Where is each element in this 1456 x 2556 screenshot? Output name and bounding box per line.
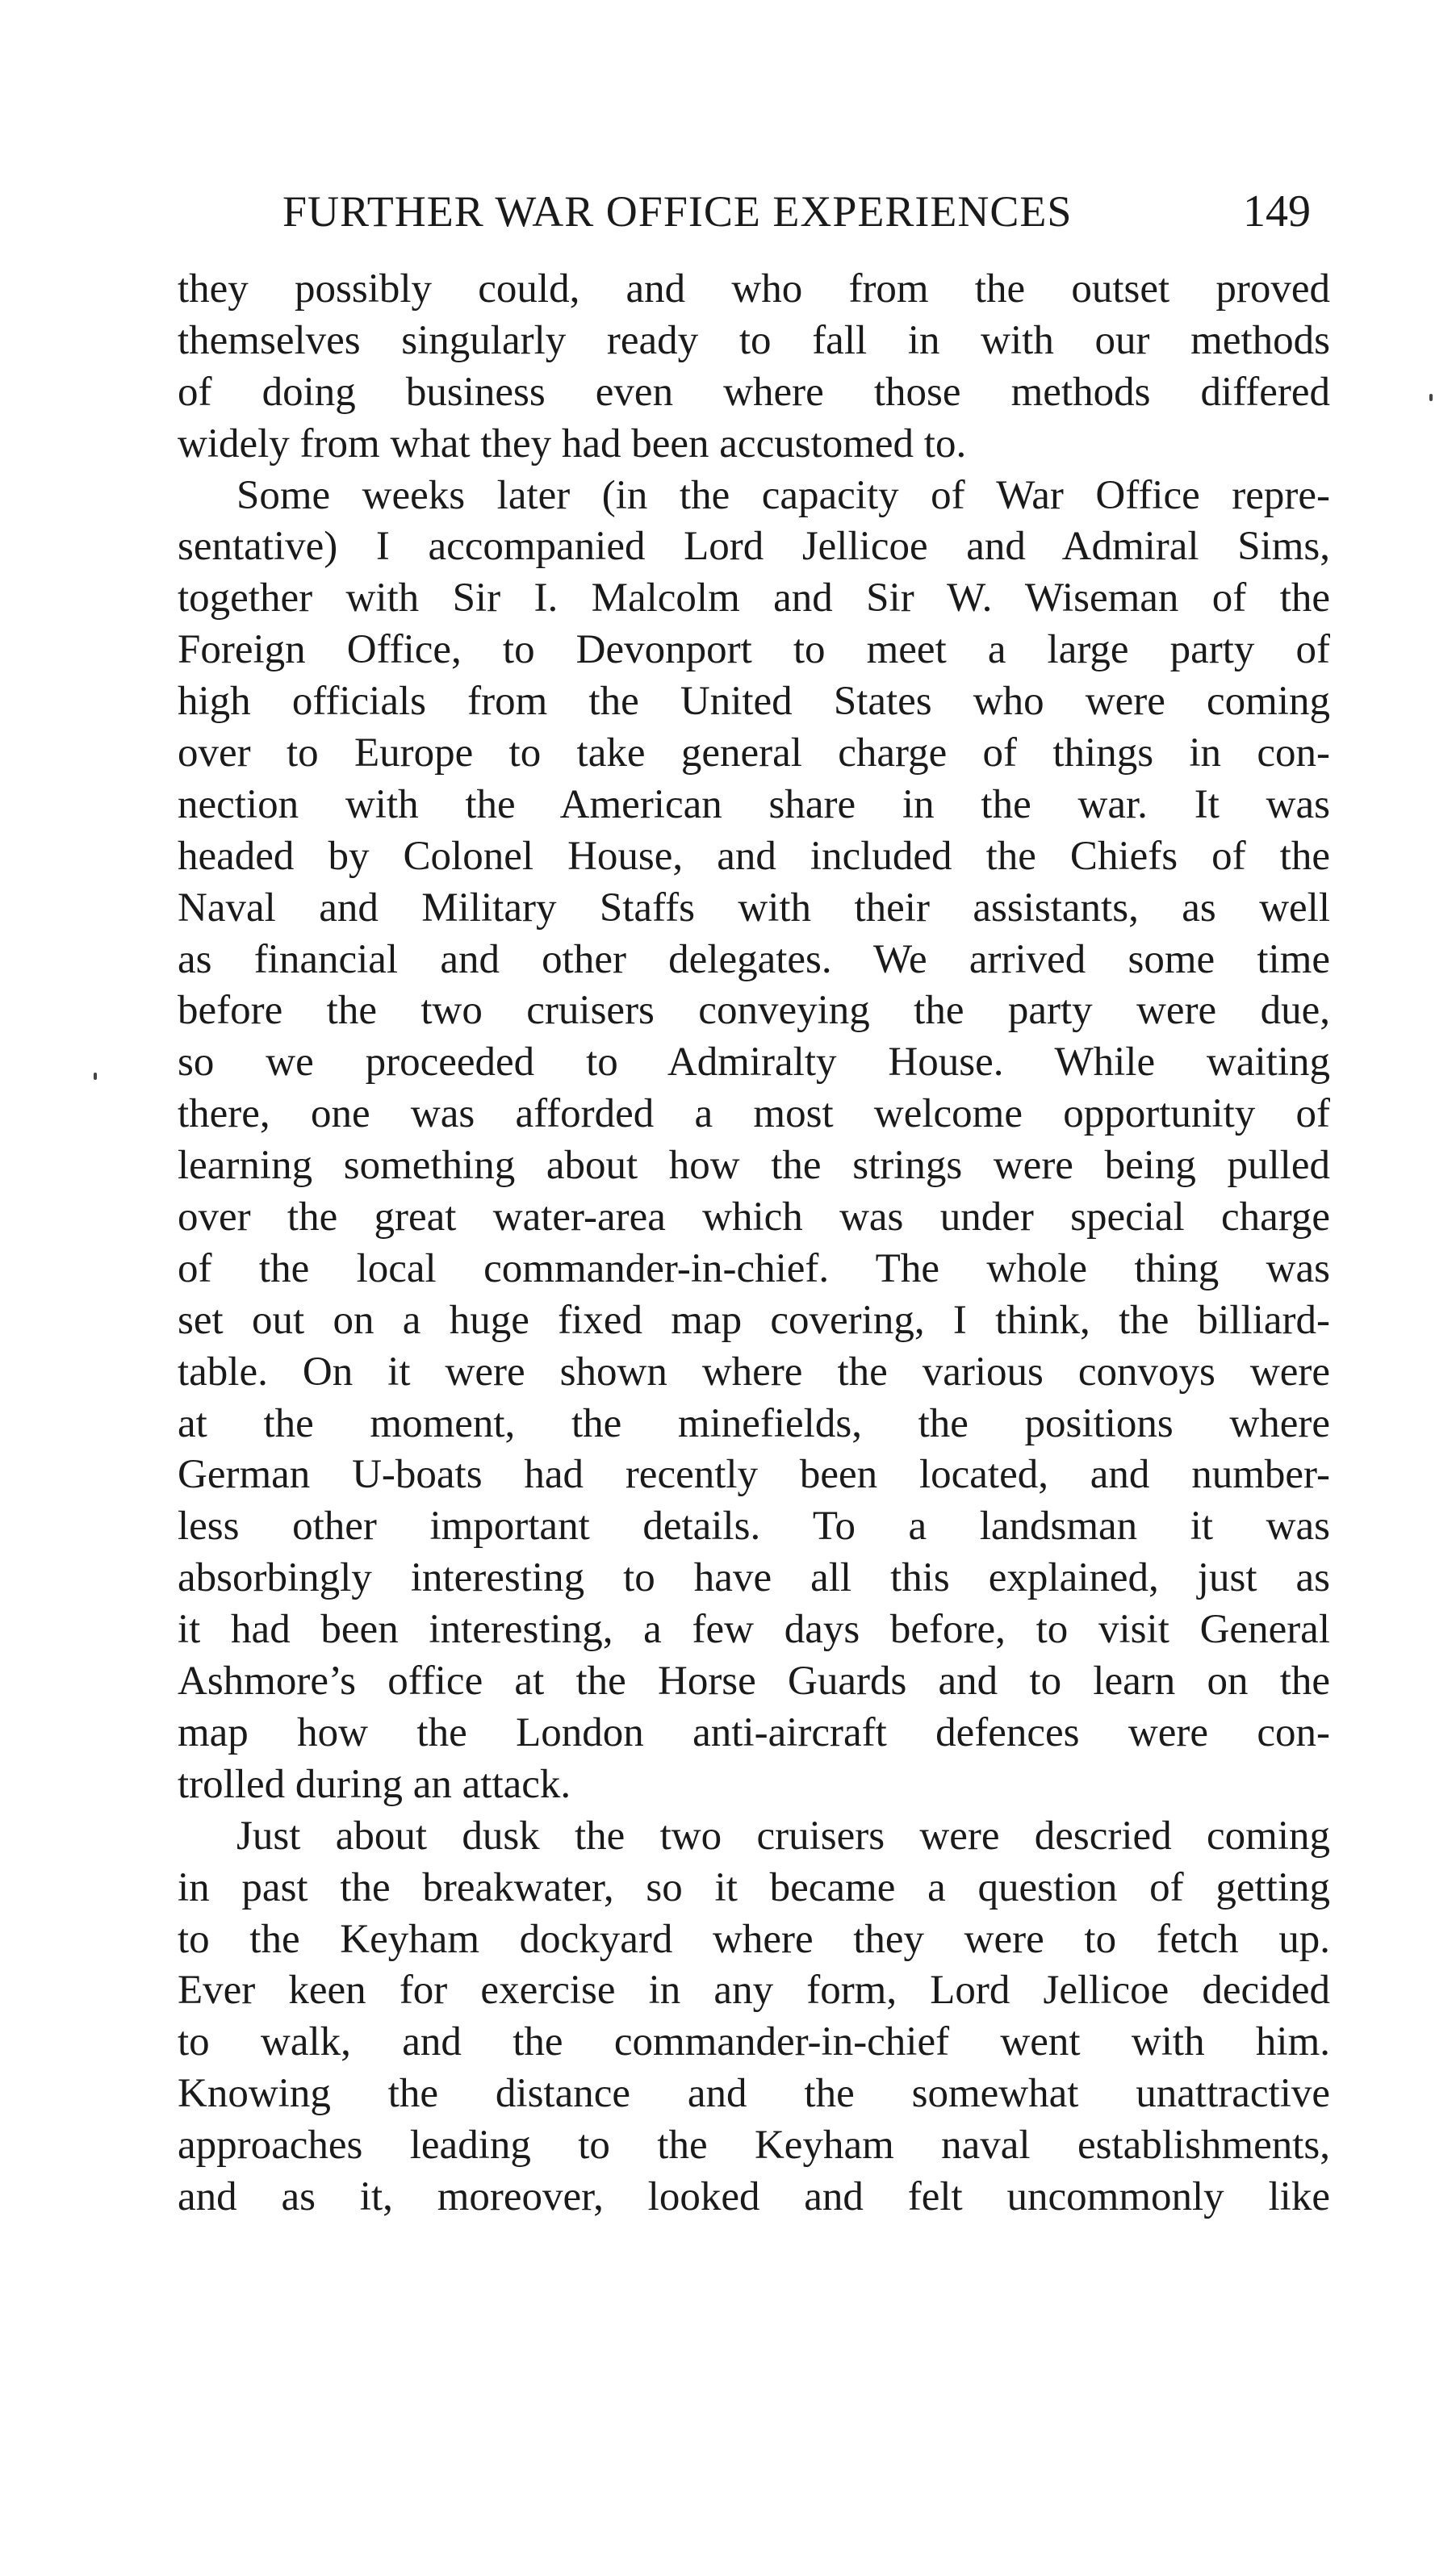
text-line: map how the London anti-aircraft defences were con- — [178, 1709, 1330, 1755]
page-number: 149 — [1243, 186, 1311, 236]
text-line: as financial and other delegates. We arrived some time — [178, 936, 1330, 982]
paragraph-2 — [178, 471, 1330, 1811]
text-line: to the Keyham dockyard where they were to fetch up. — [178, 1916, 1330, 1962]
text-line: they possibly could, and who from the outset proved — [178, 266, 1330, 312]
text-line: over to Europe to take general charge of things in con- — [178, 730, 1330, 776]
text-line: to walk, and the commander-in-chief went with him. — [178, 2019, 1330, 2065]
text-line: less other important details. To a landsman it was — [178, 1504, 1330, 1550]
text-line: learning something about how the strings were being pulled — [178, 1143, 1330, 1189]
text-line: before the two cruisers conveying the party were due, — [178, 988, 1330, 1034]
text-line: themselves singularly ready to fall in with our methods — [178, 317, 1330, 363]
scan-speck — [94, 1073, 97, 1080]
text-line: over the great water-area which was under special charge — [178, 1194, 1330, 1240]
text-line: approaches leading to the Keyham naval establishments, — [178, 2123, 1330, 2169]
text-line: table. On it were shown where the various convoys were — [178, 1349, 1330, 1395]
text-line: Foreign Office, to Devonport to meet a large party of — [178, 627, 1330, 673]
text-line: nection with the American share in the war. It was — [178, 781, 1330, 827]
text-line: German U-boats had recently been located, and number- — [178, 1452, 1330, 1498]
text-line: Ever keen for exercise in any form, Lord Jellicoe decided — [178, 1968, 1330, 2014]
text-line: trolled during an attack. — [178, 1761, 571, 1807]
text-line: Ashmore’s office at the Horse Guards and to learn on the — [178, 1659, 1330, 1705]
text-line: of doing business even where those methods differed — [178, 369, 1330, 415]
text-line: and as it, moreover, looked and felt uncommonly like — [178, 2173, 1330, 2219]
running-title: FURTHER WAR OFFICE EXPERIENCES — [282, 187, 1073, 236]
text-line: high officials from the United States who were coming — [178, 679, 1330, 725]
text-line: widely from what they had been accustomed to. — [178, 420, 967, 466]
body-text — [178, 264, 1330, 2223]
paragraph-1 — [178, 264, 1330, 471]
text-line: together with Sir I. Malcolm and Sir W. Wiseman of the — [178, 575, 1330, 621]
running-header — [0, 179, 1456, 244]
text-line: Some weeks later (in the capacity of War Office repre- — [236, 472, 1330, 518]
text-line: it had been interesting, a few days before, to visit General — [178, 1607, 1330, 1653]
paragraph-3 — [178, 1811, 1330, 2223]
text-line: Naval and Military Staffs with their assistants, as well — [178, 885, 1330, 931]
text-line: Knowing the distance and the somewhat unattractive — [178, 2071, 1330, 2117]
text-line: absorbingly interesting to have all this explained, just as — [178, 1555, 1330, 1601]
text-line: of the local commander-in-chief. The whole thing was — [178, 1245, 1330, 1291]
scan-speck — [1429, 394, 1433, 401]
text-line: so we proceeded to Admiralty House. While waiting — [178, 1040, 1330, 1086]
text-line: at the moment, the minefields, the positions where — [178, 1400, 1330, 1446]
text-line: headed by Colonel House, and included the Chiefs of the — [178, 833, 1330, 879]
text-line: in past the breakwater, so it became a question of getting — [178, 1864, 1330, 1910]
text-line: sentative) I accompanied Lord Jellicoe and Admiral Sims, — [178, 524, 1330, 570]
text-line: there, one was afforded a most welcome opportunity of — [178, 1091, 1330, 1137]
text-line: Just about dusk the two cruisers were descried coming — [236, 1813, 1330, 1859]
text-line: set out on a huge fixed map covering, I think, the billiard- — [178, 1297, 1330, 1343]
